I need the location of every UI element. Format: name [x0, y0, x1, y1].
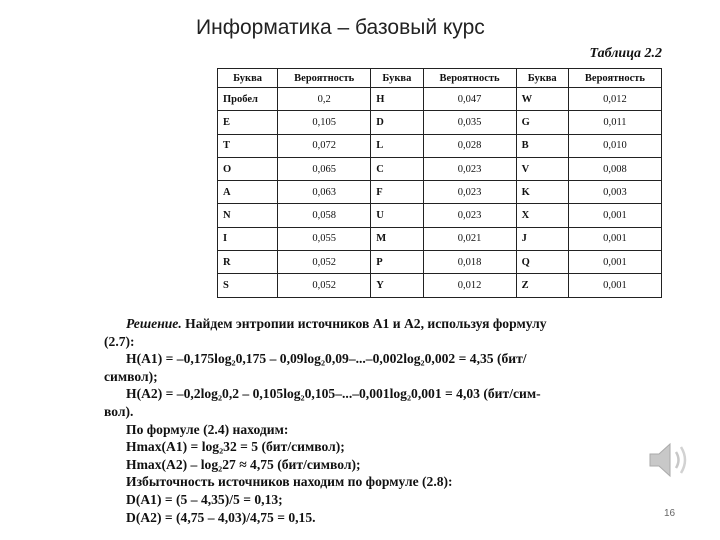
- probability-cell: 0,052: [278, 251, 371, 274]
- letter-cell: D: [371, 111, 423, 134]
- table-row: [218, 157, 662, 180]
- letter-cell: L: [371, 134, 423, 157]
- letter-cell: O: [218, 157, 278, 180]
- letter-cell: E: [218, 111, 278, 134]
- probability-cell: 0,003: [568, 181, 661, 204]
- solution-line: D(A1) = (5 – 4,35)/5 = 0,13;: [126, 491, 283, 507]
- letter-cell: C: [371, 157, 423, 180]
- letter-cell: F: [371, 181, 423, 204]
- column-header: Буква: [516, 69, 568, 88]
- probability-cell: 0,058: [278, 204, 371, 227]
- probability-cell: 0,001: [568, 227, 661, 250]
- letter-cell: I: [218, 227, 278, 250]
- probability-cell: 0,052: [278, 274, 371, 297]
- probability-cell: 0,055: [278, 227, 371, 250]
- solution-label: Решение.: [126, 316, 182, 331]
- letter-cell: S: [218, 274, 278, 297]
- letter-cell: U: [371, 204, 423, 227]
- letter-cell: K: [516, 181, 568, 204]
- probability-cell: 0,001: [568, 204, 661, 227]
- probability-cell: 0,023: [423, 181, 516, 204]
- letter-cell: P: [371, 251, 423, 274]
- letter-cell: J: [516, 227, 568, 250]
- letter-cell: T: [218, 134, 278, 157]
- letter-cell: R: [218, 251, 278, 274]
- probability-cell: 0,001: [568, 251, 661, 274]
- probability-table: [217, 68, 662, 298]
- probability-cell: 0,2: [278, 88, 371, 111]
- probability-cell: 0,072: [278, 134, 371, 157]
- table-caption: Таблица 2.2: [589, 46, 662, 61]
- letter-cell: B: [516, 134, 568, 157]
- probability-cell: 0,047: [423, 88, 516, 111]
- solution-line: Избыточность источников находим по формуле (2.8):: [126, 474, 453, 490]
- letter-cell: V: [516, 157, 568, 180]
- letter-cell: X: [516, 204, 568, 227]
- solution-text: [104, 315, 664, 526]
- solution-line: вол).: [104, 403, 134, 419]
- column-header: Вероятность: [278, 69, 371, 88]
- table-row: [218, 251, 662, 274]
- speaker-icon[interactable]: [648, 440, 694, 480]
- letter-cell: M: [371, 227, 423, 250]
- table-row: [218, 274, 662, 297]
- solution-line: H(A1) = –0,175log₂0,175 – 0,09log₂0,09–...–0,002log₂0,002 = 4,35 (бит/: [126, 351, 527, 367]
- probability-cell: 0,035: [423, 111, 516, 134]
- probability-cell: 0,065: [278, 157, 371, 180]
- probability-cell: 0,011: [568, 111, 661, 134]
- probability-cell: 0,008: [568, 157, 661, 180]
- table-header-row: [218, 69, 662, 88]
- solution-line: H(A2) = –0,2log₂0,2 – 0,105log₂0,105–...–0,001log₂0,001 = 4,03 (бит/сим-: [126, 386, 541, 402]
- solution-line: D(A2) = (4,75 – 4,03)/4,75 = 0,15.: [126, 509, 316, 525]
- table-row: [218, 134, 662, 157]
- letter-cell: A: [218, 181, 278, 204]
- solution-line: Hmax(A2) – log₂27 ≈ 4,75 (бит/символ);: [126, 456, 361, 472]
- solution-line: Найдем энтропии источников А1 и А2, используя формулу: [185, 316, 547, 331]
- table-row: [218, 181, 662, 204]
- probability-cell: 0,105: [278, 111, 371, 134]
- letter-cell: H: [371, 88, 423, 111]
- probability-cell: 0,023: [423, 157, 516, 180]
- table-row: [218, 88, 662, 111]
- letter-cell: W: [516, 88, 568, 111]
- table-row: [218, 227, 662, 250]
- probability-cell: 0,010: [568, 134, 661, 157]
- page-title: Информатика – базовый курс: [196, 16, 485, 39]
- probability-cell: 0,018: [423, 251, 516, 274]
- solution-line: Hmax(A1) = log₂32 = 5 (бит/символ);: [126, 439, 345, 455]
- table-row: [218, 111, 662, 134]
- probability-cell: 0,028: [423, 134, 516, 157]
- column-header: Вероятность: [423, 69, 516, 88]
- letter-cell: Q: [516, 251, 568, 274]
- page-number: 16: [664, 508, 676, 519]
- probability-cell: 0,063: [278, 181, 371, 204]
- solution-line: По формуле (2.4) находим:: [126, 421, 289, 437]
- probability-cell: 0,001: [568, 274, 661, 297]
- solution-line: символ);: [104, 368, 158, 384]
- letter-cell: Y: [371, 274, 423, 297]
- probability-cell: 0,023: [423, 204, 516, 227]
- letter-cell: Z: [516, 274, 568, 297]
- letter-cell: N: [218, 204, 278, 227]
- column-header: Буква: [371, 69, 423, 88]
- table-row: [218, 204, 662, 227]
- solution-line: (2.7):: [104, 333, 135, 349]
- letter-cell: G: [516, 111, 568, 134]
- letter-cell: Пробел: [218, 88, 278, 111]
- probability-cell: 0,012: [423, 274, 516, 297]
- column-header: Буква: [218, 69, 278, 88]
- probability-cell: 0,012: [568, 88, 661, 111]
- probability-cell: 0,021: [423, 227, 516, 250]
- column-header: Вероятность: [568, 69, 661, 88]
